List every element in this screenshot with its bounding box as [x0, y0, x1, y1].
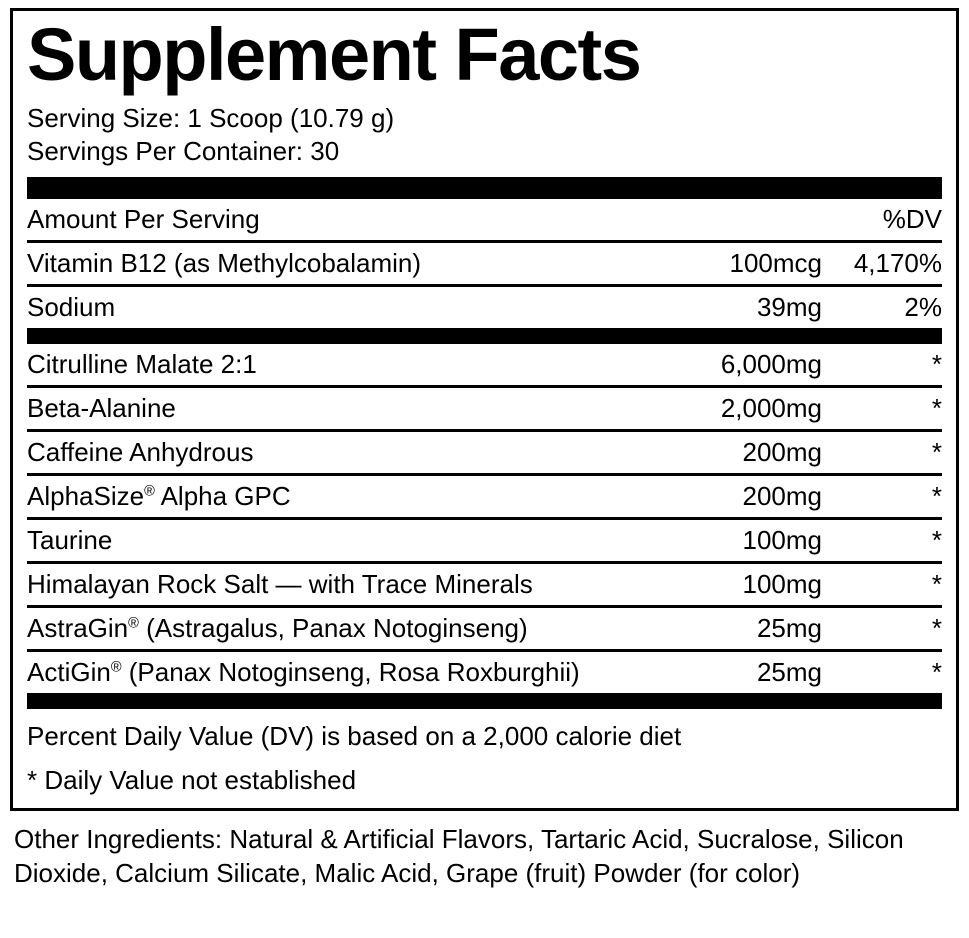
amount-per-serving-label: Amount Per Serving: [27, 204, 260, 235]
ingredient-dv: *: [931, 349, 942, 380]
ingredient-dv: *: [931, 525, 942, 556]
nutrient-dv: 4,170%: [853, 248, 942, 279]
ingredient-dv: *: [931, 393, 942, 424]
other-ingredients-text: Other Ingredients: Natural & Artificial Flavors, Tartaric Acid, Sucralose, Silicon Dioxide, Calcium Silicate, Malic Acid, Grape (fruit) Powder (for color): [14, 823, 904, 888]
table-row: [27, 608, 942, 649]
nutrient-name: Vitamin B12 (as Methylcobalamin): [27, 248, 422, 279]
heavy-rule-mid: [27, 328, 942, 344]
nutrient-name: Sodium: [27, 292, 116, 323]
ingredient-amount: 25mg: [756, 657, 822, 688]
facts-box: [10, 8, 959, 811]
ingredient-dv: *: [931, 481, 942, 512]
heavy-rule-bottom: [27, 693, 942, 709]
ingredient-name: Caffeine Anhydrous: [27, 437, 254, 468]
ingredient-dv: *: [931, 569, 942, 600]
nutrient-amount: 39mg: [756, 292, 822, 323]
dv-header: %DV: [882, 204, 942, 235]
ingredient-amount: 100mg: [742, 569, 822, 600]
ingredient-name: ActiGin® (Panax Notoginseng, Rosa Roxburghii): [27, 657, 580, 688]
table-row: [27, 287, 942, 328]
footnote-daily-value: Percent Daily Value (DV) is based on a 2,000 calorie diet: [27, 721, 682, 752]
heavy-rule-top: [27, 177, 942, 199]
table-row: [27, 520, 942, 561]
servings-per-container-text: Servings Per Container: 30: [27, 136, 340, 167]
nutrient-dv: 2%: [904, 292, 942, 323]
page-title: Supplement Facts: [27, 13, 641, 96]
ingredient-name: Taurine: [27, 525, 113, 556]
table-row: [27, 652, 942, 693]
table-row: [27, 243, 942, 284]
nutrient-amount: 100mcg: [729, 248, 822, 279]
table-row: [27, 476, 942, 517]
ingredient-amount: 6,000mg: [720, 349, 822, 380]
amount-header-spacer: [592, 199, 822, 240]
table-row: [27, 564, 942, 605]
table-row: [27, 344, 942, 385]
nutrition-table: [27, 199, 942, 328]
ingredient-amount: 200mg: [742, 481, 822, 512]
ingredient-amount: 2,000mg: [720, 393, 822, 424]
ingredient-dv: *: [931, 657, 942, 688]
table-row: [27, 432, 942, 473]
ingredient-amount: 25mg: [756, 613, 822, 644]
footnote-asterisk: * Daily Value not established: [27, 765, 357, 796]
table-row: [27, 388, 942, 429]
serving-size-text: Serving Size: 1 Scoop (10.79 g): [27, 102, 395, 133]
ingredient-name: Himalayan Rock Salt — with Trace Minerals: [27, 569, 533, 600]
ingredient-dv: *: [931, 437, 942, 468]
table-header-row: [27, 199, 942, 240]
ingredient-name: AstraGin® (Astragalus, Panax Notoginseng): [27, 613, 528, 644]
blend-table: [27, 344, 942, 693]
ingredient-amount: 200mg: [742, 437, 822, 468]
ingredient-name: AlphaSize® Alpha GPC: [27, 481, 291, 512]
ingredient-amount: 100mg: [742, 525, 822, 556]
ingredient-name: Beta-Alanine: [27, 393, 176, 424]
ingredient-dv: *: [931, 613, 942, 644]
ingredient-name: Citrulline Malate 2:1: [27, 349, 257, 380]
